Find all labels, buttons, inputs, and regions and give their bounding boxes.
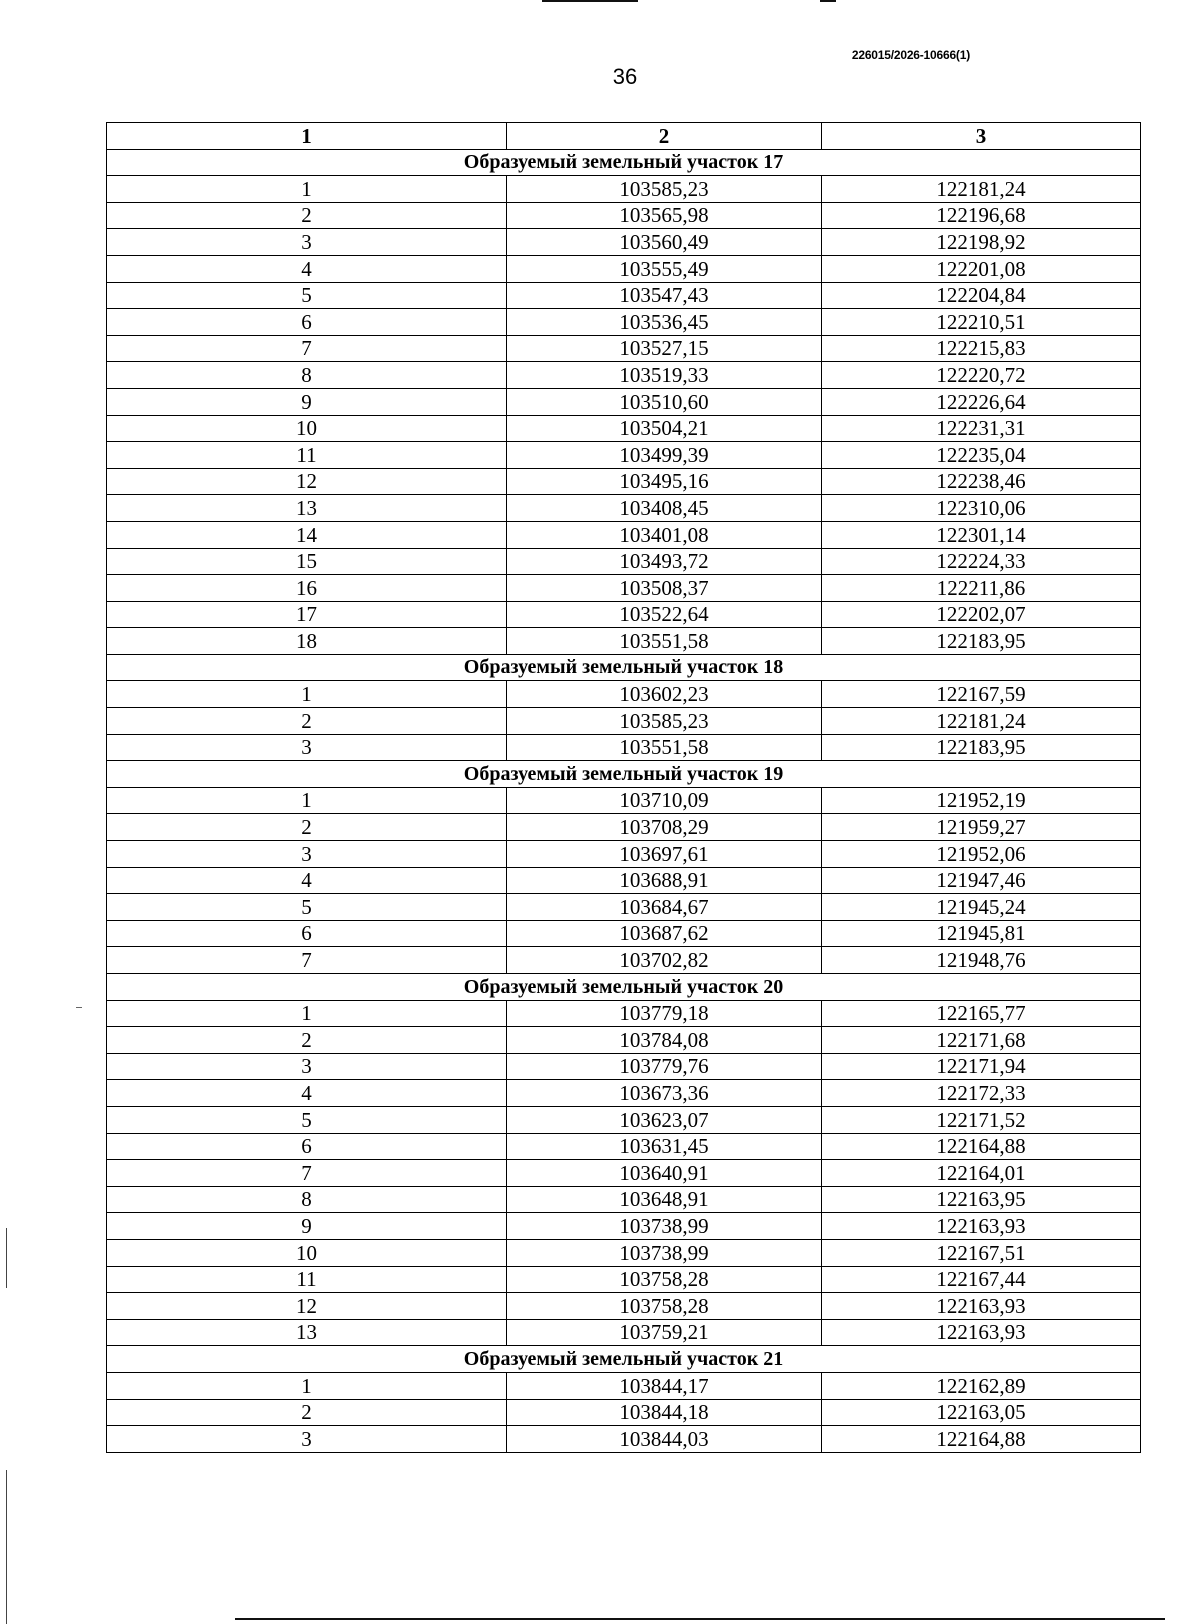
scan-line-left-upper <box>6 1228 7 1288</box>
coordinate-x-cell: 103551,58 <box>507 734 822 761</box>
coordinate-x-cell: 103779,18 <box>507 1000 822 1027</box>
coordinate-x-cell: 103585,23 <box>507 708 822 735</box>
point-number-cell: 6 <box>107 1133 507 1160</box>
coordinate-y-cell: 122164,01 <box>822 1160 1141 1187</box>
coordinate-x-cell: 103495,16 <box>507 468 822 495</box>
coordinate-y-cell: 122183,95 <box>822 734 1141 761</box>
table-row <box>107 1000 1141 1027</box>
point-number-cell: 8 <box>107 362 507 389</box>
table-row <box>107 1293 1141 1320</box>
coordinate-y-cell: 122163,95 <box>822 1186 1141 1213</box>
table-row <box>107 601 1141 628</box>
table-row <box>107 495 1141 522</box>
table-row <box>107 867 1141 894</box>
point-number-cell: 1 <box>107 681 507 708</box>
point-number-cell: 4 <box>107 255 507 282</box>
table-row <box>107 282 1141 309</box>
table-row <box>107 1426 1141 1453</box>
coordinate-x-cell: 103844,03 <box>507 1426 822 1453</box>
coordinate-y-cell: 122201,08 <box>822 255 1141 282</box>
table-row <box>107 894 1141 921</box>
coordinate-y-cell: 122310,06 <box>822 495 1141 522</box>
point-number-cell: 3 <box>107 1053 507 1080</box>
coordinate-y-cell: 122162,89 <box>822 1372 1141 1399</box>
point-number-cell: 17 <box>107 601 507 628</box>
table-row <box>107 1399 1141 1426</box>
coordinate-y-cell: 122171,52 <box>822 1106 1141 1133</box>
table-row <box>107 1239 1141 1266</box>
coordinate-y-cell: 121945,81 <box>822 920 1141 947</box>
coordinate-x-cell: 103784,08 <box>507 1027 822 1054</box>
table-row <box>107 309 1141 336</box>
document-id: 226015/2026-10666(1) <box>851 48 970 62</box>
coordinate-x-cell: 103710,09 <box>507 787 822 814</box>
point-number-cell: 4 <box>107 867 507 894</box>
table-row <box>107 628 1141 655</box>
table-row <box>107 415 1141 442</box>
section-title: Образуемый земельный участок 18 <box>107 654 1141 681</box>
table-row <box>107 388 1141 415</box>
point-number-cell: 5 <box>107 1106 507 1133</box>
coordinate-x-cell: 103844,18 <box>507 1399 822 1426</box>
coordinate-x-cell: 103708,29 <box>507 814 822 841</box>
point-number-cell: 2 <box>107 814 507 841</box>
point-number-cell: 12 <box>107 1293 507 1320</box>
coordinate-y-cell: 122231,31 <box>822 415 1141 442</box>
table-row <box>107 202 1141 229</box>
coordinate-x-cell: 103623,07 <box>507 1106 822 1133</box>
column-header: 3 <box>822 123 1141 150</box>
point-number-cell: 3 <box>107 734 507 761</box>
table-row <box>107 841 1141 868</box>
coordinate-x-cell: 103688,91 <box>507 867 822 894</box>
coordinate-y-cell: 122220,72 <box>822 362 1141 389</box>
coordinate-y-cell: 122164,88 <box>822 1426 1141 1453</box>
coordinate-y-cell: 122164,88 <box>822 1133 1141 1160</box>
point-number-cell: 1 <box>107 1372 507 1399</box>
point-number-cell: 7 <box>107 1160 507 1187</box>
table-row <box>107 1027 1141 1054</box>
coordinate-x-cell: 103508,37 <box>507 575 822 602</box>
coordinate-y-cell: 122163,05 <box>822 1399 1141 1426</box>
coordinate-x-cell: 103555,49 <box>507 255 822 282</box>
table-row <box>107 1319 1141 1346</box>
coordinate-x-cell: 103673,36 <box>507 1080 822 1107</box>
table-row <box>107 1213 1141 1240</box>
coordinate-y-cell: 121952,19 <box>822 787 1141 814</box>
coordinate-y-cell: 122167,59 <box>822 681 1141 708</box>
point-number-cell: 13 <box>107 1319 507 1346</box>
point-number-cell: 7 <box>107 335 507 362</box>
section-title: Образуемый земельный участок 19 <box>107 761 1141 788</box>
coordinate-x-cell: 103687,62 <box>507 920 822 947</box>
coordinate-y-cell: 122204,84 <box>822 282 1141 309</box>
coordinate-x-cell: 103738,99 <box>507 1239 822 1266</box>
point-number-cell: 11 <box>107 442 507 469</box>
coordinate-y-cell: 122224,33 <box>822 548 1141 575</box>
point-number-cell: 4 <box>107 1080 507 1107</box>
coordinate-y-cell: 122202,07 <box>822 601 1141 628</box>
coordinate-y-cell: 122167,51 <box>822 1239 1141 1266</box>
point-number-cell: 5 <box>107 894 507 921</box>
point-number-cell: 2 <box>107 1399 507 1426</box>
coordinate-y-cell: 122210,51 <box>822 309 1141 336</box>
coordinate-x-cell: 103702,82 <box>507 947 822 974</box>
section-title-row <box>107 654 1141 681</box>
table-row <box>107 1186 1141 1213</box>
point-number-cell: 3 <box>107 841 507 868</box>
point-number-cell: 18 <box>107 628 507 655</box>
table-row <box>107 814 1141 841</box>
margin-tick <box>76 1007 82 1008</box>
section-title: Образуемый земельный участок 20 <box>107 974 1141 1001</box>
point-number-cell: 2 <box>107 708 507 735</box>
table-row <box>107 920 1141 947</box>
point-number-cell: 3 <box>107 1426 507 1453</box>
section-title: Образуемый земельный участок 17 <box>107 149 1141 176</box>
column-header: 2 <box>507 123 822 150</box>
point-number-cell: 9 <box>107 1213 507 1240</box>
section-title-row <box>107 974 1141 1001</box>
coordinates-table-body <box>107 123 1141 1453</box>
point-number-cell: 16 <box>107 575 507 602</box>
coordinate-y-cell: 122215,83 <box>822 335 1141 362</box>
point-number-cell: 1 <box>107 787 507 814</box>
coordinate-x-cell: 103738,99 <box>507 1213 822 1240</box>
table-row <box>107 734 1141 761</box>
coordinate-y-cell: 121952,06 <box>822 841 1141 868</box>
point-number-cell: 7 <box>107 947 507 974</box>
section-title-row <box>107 1346 1141 1373</box>
table-row <box>107 255 1141 282</box>
coordinate-y-cell: 122183,95 <box>822 628 1141 655</box>
coordinate-x-cell: 103504,21 <box>507 415 822 442</box>
table-row <box>107 468 1141 495</box>
section-title-row <box>107 149 1141 176</box>
coordinate-y-cell: 122171,94 <box>822 1053 1141 1080</box>
coordinate-x-cell: 103510,60 <box>507 388 822 415</box>
page-number: 36 <box>612 64 638 89</box>
table-row <box>107 787 1141 814</box>
coordinate-y-cell: 122163,93 <box>822 1319 1141 1346</box>
coordinate-x-cell: 103758,28 <box>507 1266 822 1293</box>
table-row <box>107 442 1141 469</box>
table-row <box>107 335 1141 362</box>
point-number-cell: 2 <box>107 202 507 229</box>
coordinate-y-cell: 122165,77 <box>822 1000 1141 1027</box>
point-number-cell: 1 <box>107 176 507 203</box>
coordinate-y-cell: 122181,24 <box>822 708 1141 735</box>
table-row <box>107 1160 1141 1187</box>
coordinate-x-cell: 103640,91 <box>507 1160 822 1187</box>
coordinate-y-cell: 121945,24 <box>822 894 1141 921</box>
coordinate-x-cell: 103560,49 <box>507 229 822 256</box>
coordinates-table <box>106 122 1141 1453</box>
coordinate-x-cell: 103697,61 <box>507 841 822 868</box>
coordinate-y-cell: 122235,04 <box>822 442 1141 469</box>
scan-line-top-left <box>542 0 638 2</box>
point-number-cell: 6 <box>107 309 507 336</box>
table-header-row <box>107 123 1141 150</box>
coordinate-y-cell: 122163,93 <box>822 1293 1141 1320</box>
coordinate-y-cell: 122167,44 <box>822 1266 1141 1293</box>
coordinate-x-cell: 103565,98 <box>507 202 822 229</box>
coordinate-y-cell: 122301,14 <box>822 521 1141 548</box>
coordinate-x-cell: 103844,17 <box>507 1372 822 1399</box>
coordinate-x-cell: 103759,21 <box>507 1319 822 1346</box>
coordinate-y-cell: 122171,68 <box>822 1027 1141 1054</box>
point-number-cell: 14 <box>107 521 507 548</box>
coordinate-y-cell: 122198,92 <box>822 229 1141 256</box>
coordinate-y-cell: 122211,86 <box>822 575 1141 602</box>
table-row <box>107 521 1141 548</box>
point-number-cell: 5 <box>107 282 507 309</box>
scan-line-top-right <box>820 0 836 2</box>
coordinate-x-cell: 103519,33 <box>507 362 822 389</box>
coordinate-x-cell: 103527,15 <box>507 335 822 362</box>
table-row <box>107 708 1141 735</box>
coordinate-y-cell: 122181,24 <box>822 176 1141 203</box>
coordinate-x-cell: 103551,58 <box>507 628 822 655</box>
table-row <box>107 362 1141 389</box>
column-header: 1 <box>107 123 507 150</box>
table-row <box>107 1106 1141 1133</box>
point-number-cell: 8 <box>107 1186 507 1213</box>
coordinate-x-cell: 103401,08 <box>507 521 822 548</box>
table-row <box>107 1372 1141 1399</box>
table-row <box>107 1266 1141 1293</box>
coordinate-y-cell: 122226,64 <box>822 388 1141 415</box>
table-row <box>107 947 1141 974</box>
point-number-cell: 12 <box>107 468 507 495</box>
point-number-cell: 1 <box>107 1000 507 1027</box>
point-number-cell: 15 <box>107 548 507 575</box>
scan-line-left-lower <box>6 1470 7 1624</box>
coordinate-x-cell: 103602,23 <box>507 681 822 708</box>
coordinate-y-cell: 121948,76 <box>822 947 1141 974</box>
point-number-cell: 3 <box>107 229 507 256</box>
point-number-cell: 13 <box>107 495 507 522</box>
coordinate-x-cell: 103408,45 <box>507 495 822 522</box>
table-row <box>107 176 1141 203</box>
table-row <box>107 681 1141 708</box>
point-number-cell: 11 <box>107 1266 507 1293</box>
table-row <box>107 1080 1141 1107</box>
point-number-cell: 2 <box>107 1027 507 1054</box>
point-number-cell: 10 <box>107 1239 507 1266</box>
point-number-cell: 6 <box>107 920 507 947</box>
coordinate-x-cell: 103547,43 <box>507 282 822 309</box>
point-number-cell: 10 <box>107 415 507 442</box>
coordinate-x-cell: 103493,72 <box>507 548 822 575</box>
coordinate-x-cell: 103585,23 <box>507 176 822 203</box>
coordinate-x-cell: 103758,28 <box>507 1293 822 1320</box>
section-title: Образуемый земельный участок 21 <box>107 1346 1141 1373</box>
coordinate-y-cell: 122163,93 <box>822 1213 1141 1240</box>
coordinate-y-cell: 122238,46 <box>822 468 1141 495</box>
coordinate-x-cell: 103499,39 <box>507 442 822 469</box>
coordinate-y-cell: 122196,68 <box>822 202 1141 229</box>
coordinate-y-cell: 121947,46 <box>822 867 1141 894</box>
scan-line-bottom <box>235 1618 1165 1620</box>
table-row <box>107 1053 1141 1080</box>
coordinate-x-cell: 103536,45 <box>507 309 822 336</box>
coordinate-x-cell: 103648,91 <box>507 1186 822 1213</box>
table-row <box>107 1133 1141 1160</box>
coordinate-x-cell: 103522,64 <box>507 601 822 628</box>
point-number-cell: 9 <box>107 388 507 415</box>
coordinate-x-cell: 103684,67 <box>507 894 822 921</box>
table-row <box>107 548 1141 575</box>
table-row <box>107 229 1141 256</box>
section-title-row <box>107 761 1141 788</box>
coordinate-x-cell: 103779,76 <box>507 1053 822 1080</box>
table-row <box>107 575 1141 602</box>
coordinate-y-cell: 122172,33 <box>822 1080 1141 1107</box>
coordinate-y-cell: 121959,27 <box>822 814 1141 841</box>
coordinate-x-cell: 103631,45 <box>507 1133 822 1160</box>
